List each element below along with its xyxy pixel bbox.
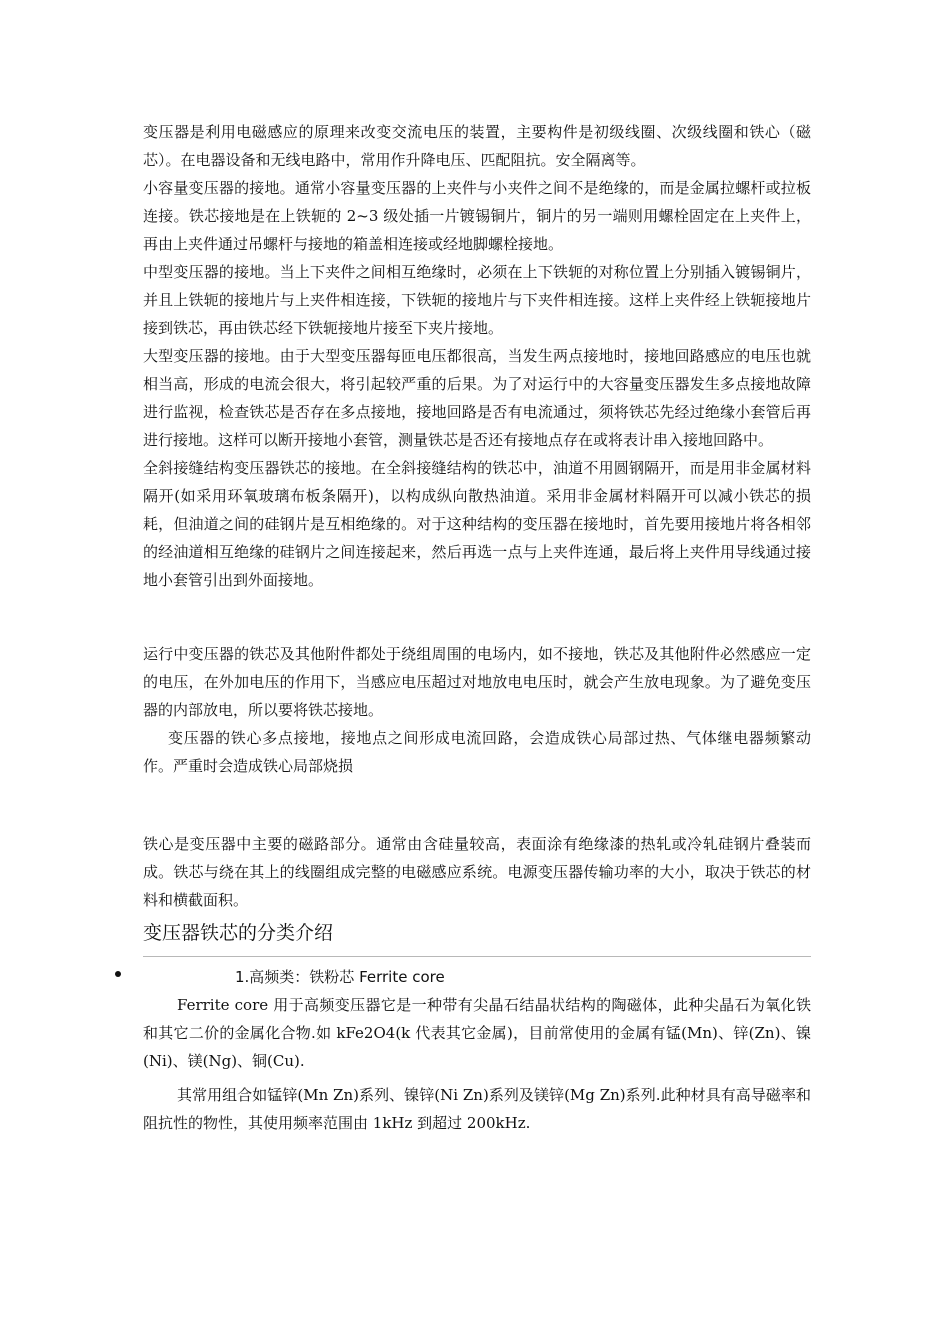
small-transformer-grounding-paragraph: 小容量变压器的接地。通常小容量变压器的上夹件与小夹件之间不是绝缘的，而是金属拉螺杆或拉板连接。铁芯接地是在上铁轭的 2~3 级处插一片镀锡铜片，铜片的另一端则用螺栓固定在上夹件上，再由上夹件通过吊螺杆与接地的箱盖相连接或经地脚螺栓接地。 [143, 179, 811, 253]
list-item-title: 1.高频类：铁粉芯 Ferrite core [235, 968, 445, 986]
core-description-paragraph: 铁心是变压器中主要的磁路部分。通常由含硅量较高，表面涂有绝缘漆的热轧或冷轧硅钢片叠装而成。铁芯与绕在其上的线圈组成完整的电磁感应系统。电源变压器传输功率的大小，取决于铁芯的材料和横截面积。 [143, 835, 811, 909]
core-grounding-reason-paragraph: 运行中变压器的铁芯及其他附件都处于绕组周围的电场内，如不接地，铁芯及其他附件必然感应一定的电压，在外加电压的作用下，当感应电压超过对地放电电压时，就会产生放电现象。为了避免变压器的内部放电，所以要将铁芯接地。 [143, 645, 811, 719]
bullet-icon [115, 971, 121, 977]
section-divider [143, 956, 811, 957]
document-page [143, 118, 811, 1137]
blank-space [143, 780, 811, 830]
full-oblique-joint-grounding-paragraph: 全斜接缝结构变压器铁芯的接地。在全斜接缝结构的铁芯中，油道不用圆钢隔开，而是用非金属材料隔开(如采用环氧玻璃布板条隔开)，以构成纵向散热油道。采用非金属材料隔开可以减小铁芯的损耗，但油道之间的硅钢片是互相绝缘的。对于这种结构的变压器在接地时，首先要用接地片将各相邻的经油道相互绝缘的硅钢片之间连接起来，然后再选一点与上夹件连通，最后将上夹件用导线通过接地小套管引出到外面接地。 [143, 459, 811, 589]
multipoint-grounding-paragraph: 变压器的铁心多点接地，接地点之间形成电流回路，会造成铁心局部过热、气体继电器频繁动作。严重时会造成铁心局部烧损 [143, 729, 811, 775]
section-heading: 变压器铁芯的分类介绍 [143, 922, 334, 944]
blank-space [143, 594, 811, 640]
large-transformer-grounding-paragraph: 大型变压器的接地。由于大型变压器每匝电压都很高，当发生两点接地时，接地回路感应的电压也就相当高，形成的电流会很大，将引起较严重的后果。为了对运行中的大容量变压器发生多点接地故障进行监视，检查铁芯是否存在多点接地，接地回路是否有电流通过，须将铁芯先经过绝缘小套管后再进行接地。这样可以断开接地小套管，测量铁芯是否还有接地点存在或将表计串入接地回路中。 [143, 347, 811, 449]
medium-transformer-grounding-paragraph: 中型变压器的接地。当上下夹件之间相互绝缘时，必须在上下铁轭的对称位置上分别插入镀锡铜片，并且上铁轭的接地片与上夹件相连接，下铁轭的接地片与下夹件相连接。这样上夹件经上铁轭接地片接到铁芯，再由铁芯经下铁轭接地片接至下夹片接地。 [143, 263, 811, 337]
intro-paragraph: 变压器是利用电磁感应的原理来改变交流电压的装置，主要构件是初级线圈、次级线圈和铁心（磁芯）。在电器设备和无线电路中，常用作升降电压、匹配阻抗。安全隔离等。 [143, 123, 811, 169]
ferrite-core-combinations: 其常用组合如锰锌(Mn Zn)系列、镍锌(Ni Zn)系列及镁锌(Mg Zn)系列.此种材具有高导磁率和阻抗性的物性，其使用频率范围由 1kHz 到超过 200kHz. [143, 1086, 811, 1132]
ferrite-core-description: Ferrite core 用于高频变压器它是一种带有尖晶石结晶状结构的陶磁体，此种尖晶石为氧化铁和其它二价的金属化合物.如 kFe2O4(k 代表其它金属)，目前常使用的金属有锰(Mn)、锌(Zn)、镍(Ni)、镁(Ng)、铜(Cu). [143, 996, 811, 1070]
list-item [143, 963, 811, 1137]
